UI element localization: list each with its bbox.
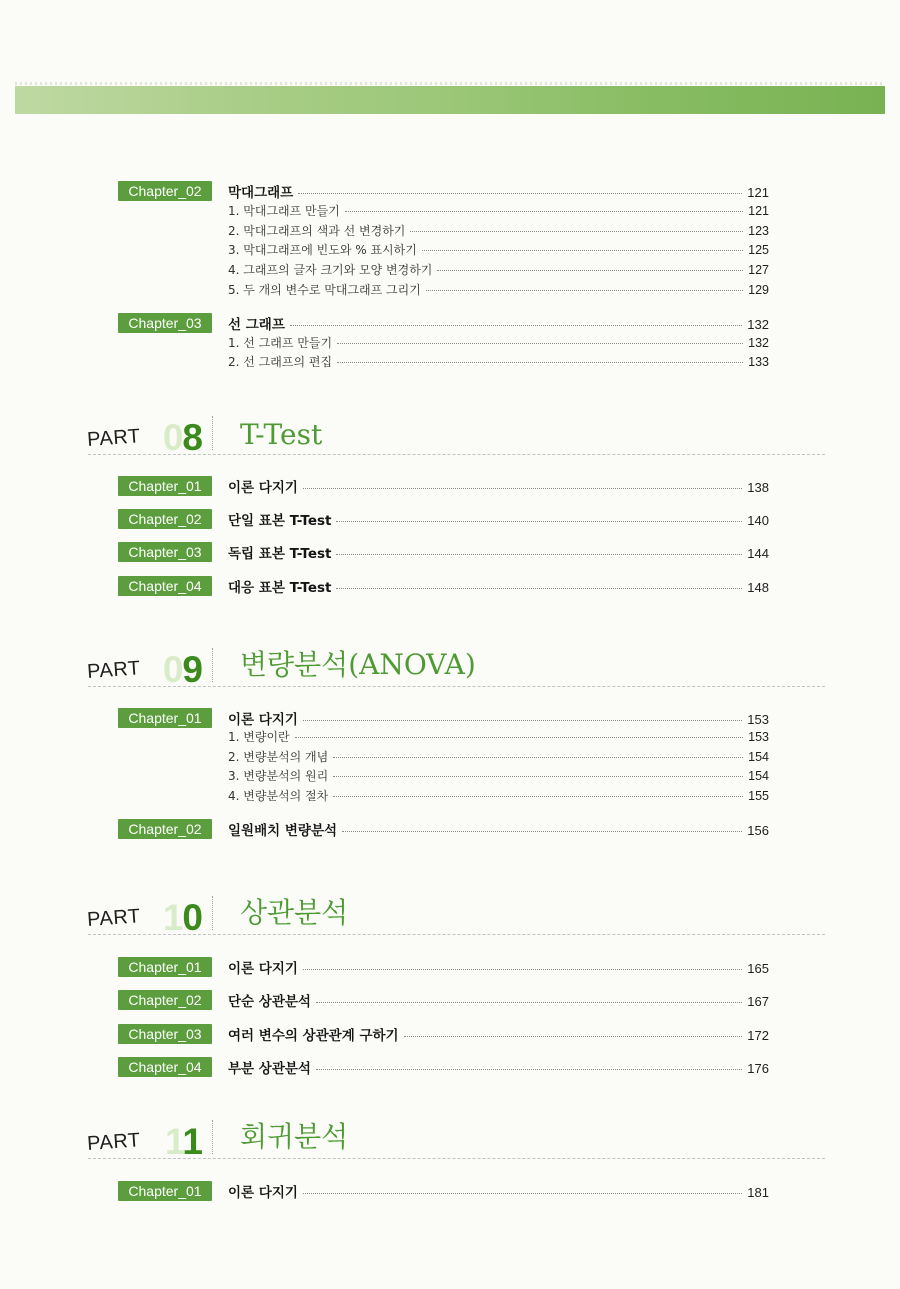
toc-entry-sub[interactable] [228,728,769,746]
dot-leader [337,343,743,344]
entry-title: 5. 두 개의 변수로 막대그래프 그리기 [228,283,421,297]
toc-entry-sub[interactable] [228,241,769,259]
part-number-ghost: 1 [162,897,183,938]
badge-chapter: Chapter_02 [118,509,212,529]
part-title: 상관분석 [240,896,349,929]
part-number-solid: 8 [182,417,202,458]
part-number-solid: 0 [182,897,202,938]
entry-page: 155 [748,789,769,803]
part-number [163,419,202,456]
dot-leader [333,776,743,777]
part-label: PART [86,425,142,452]
dot-leader [298,193,742,194]
entry-title: 1. 변량이란 [228,730,290,744]
part-separator [212,416,213,450]
entry-page: 127 [748,263,769,277]
toc-entry-sub[interactable] [228,261,769,279]
toc-entry-main[interactable] [228,957,769,977]
entry-page: 154 [748,769,769,783]
entry-title: 부분 상관분석 [228,1061,311,1077]
toc-entry-main[interactable] [228,313,769,333]
entry-title: 3. 변량분석의 원리 [228,769,329,783]
part-number-ghost: 0 [162,417,183,458]
entry-title: 2. 막대그래프의 색과 선 변경하기 [228,224,406,238]
dot-leader [290,325,742,326]
entry-page: 172 [747,1028,769,1043]
entry-title: 이론 다지기 [228,961,298,977]
badge-chapter: Chapter_03 [118,313,212,333]
entry-page: 153 [747,712,769,727]
entry-page: 144 [747,546,769,561]
part-title: 변량분석(ANOVA) [240,648,476,681]
part-separator [212,1120,213,1154]
entry-page: 138 [747,480,769,495]
dot-leader [316,1002,742,1003]
dot-leader [303,1193,742,1194]
entry-page: 167 [747,994,769,1009]
part-header [0,405,900,458]
toc-entry-main[interactable] [228,819,769,839]
part-separator [212,648,213,682]
entry-page: 132 [748,336,769,350]
badge-chapter: Chapter_01 [118,708,212,728]
dot-leader [303,969,742,970]
part-divider [88,454,825,455]
dot-leader [337,362,743,363]
dot-leader [303,488,742,489]
entry-title: 4. 변량분석의 절차 [228,789,329,803]
badge-chapter: Chapter_04 [118,1057,212,1077]
entry-page: 125 [748,243,769,257]
toc-entry-main[interactable] [228,542,769,562]
toc-entry-sub[interactable] [228,334,769,352]
entry-page: 148 [747,580,769,595]
toc-entry-main[interactable] [228,476,769,496]
dot-leader [426,290,743,291]
dot-leader [295,737,744,738]
part-number-ghost: 0 [162,649,183,690]
badge-chapter: Chapter_01 [118,957,212,977]
dot-leader [342,831,742,832]
part-number-solid: 1 [182,1121,202,1162]
toc-entry-sub[interactable] [228,202,769,220]
entry-page: 153 [748,730,769,744]
dot-leader [422,250,743,251]
badge-chapter: Chapter_04 [118,576,212,596]
badge-chapter: Chapter_02 [118,990,212,1010]
entry-title: 4. 그래프의 글자 크기와 모양 변경하기 [228,263,433,277]
toc-entry-main[interactable] [228,990,769,1010]
part-header [0,885,900,938]
entry-title: 독립 표본 T-Test [228,546,332,562]
entry-page: 129 [748,283,769,297]
dot-leader [336,588,742,589]
part-number-solid: 9 [182,649,202,690]
part-divider [88,934,825,935]
part-header [0,637,900,690]
part-divider [88,686,825,687]
badge-chapter: Chapter_03 [118,542,212,562]
dot-leader [410,231,743,232]
toc-entry-main[interactable] [228,1057,769,1077]
entry-page: 123 [748,224,769,238]
toc-entry-sub[interactable] [228,767,769,785]
entry-page: 156 [747,823,769,838]
dot-leader [336,521,742,522]
toc-entry-sub[interactable] [228,222,769,240]
dot-leader [333,796,743,797]
entry-title: 2. 변량분석의 개념 [228,750,329,764]
toc-entry-sub[interactable] [228,748,769,766]
part-divider [88,1158,825,1159]
dot-leader [437,270,743,271]
toc-entry-main[interactable] [228,576,769,596]
entry-title: 3. 막대그래프에 빈도와 % 표시하기 [228,243,417,257]
entry-title: 이론 다지기 [228,480,298,496]
dot-leader [336,554,742,555]
toc-entry-main[interactable] [228,1181,769,1201]
part-number [165,1123,202,1160]
entry-title: 1. 막대그래프 만들기 [228,204,340,218]
dot-leader [345,211,743,212]
entry-title: 여러 변수의 상관관계 구하기 [228,1028,399,1044]
part-label: PART [86,905,142,932]
entry-title: 이론 다지기 [228,712,298,728]
entry-title: 단순 상관분석 [228,994,311,1010]
header-banner [15,86,885,114]
toc-entry-main[interactable] [228,181,769,201]
entry-page: 121 [748,204,769,218]
entry-page: 181 [747,1185,769,1200]
dot-leader [404,1036,743,1037]
entry-title: 이론 다지기 [228,1185,298,1201]
badge-chapter: Chapter_02 [118,181,212,201]
toc-entry-main[interactable] [228,1024,769,1044]
toc-entry-main[interactable] [228,708,769,728]
entry-page: 165 [747,961,769,976]
part-label: PART [86,657,142,684]
part-number [163,899,202,936]
entry-title: 막대그래프 [228,185,294,201]
entry-page: 132 [747,317,769,332]
toc-entry-sub[interactable] [228,281,769,299]
part-number-ghost: 1 [164,1121,183,1162]
toc-entry-main[interactable] [228,509,769,529]
entry-page: 140 [747,513,769,528]
dot-leader [316,1069,742,1070]
entry-page: 176 [747,1061,769,1076]
badge-chapter: Chapter_02 [118,819,212,839]
entry-title: 대응 표본 T-Test [228,580,332,596]
badge-chapter: Chapter_03 [118,1024,212,1044]
part-title: T-Test [240,418,323,451]
entry-title: 1. 선 그래프 만들기 [228,336,333,350]
toc-entry-sub[interactable] [228,353,769,371]
entry-page: 154 [748,750,769,764]
badge-chapter: Chapter_01 [118,476,212,496]
part-title: 회귀분석 [240,1120,349,1153]
entry-title: 단일 표본 T-Test [228,513,332,529]
entry-title: 2. 선 그래프의 편집 [228,355,333,369]
entry-page: 133 [748,355,769,369]
part-header [0,1109,900,1162]
dot-leader [333,757,743,758]
part-number [163,651,202,688]
badge-chapter: Chapter_01 [118,1181,212,1201]
dot-leader [303,720,742,721]
entry-title: 일원배치 변량분석 [228,823,338,839]
toc-entry-sub[interactable] [228,787,769,805]
entry-title: 선 그래프 [228,317,285,333]
part-separator [212,896,213,930]
part-label: PART [86,1129,142,1156]
entry-page: 121 [747,185,769,200]
